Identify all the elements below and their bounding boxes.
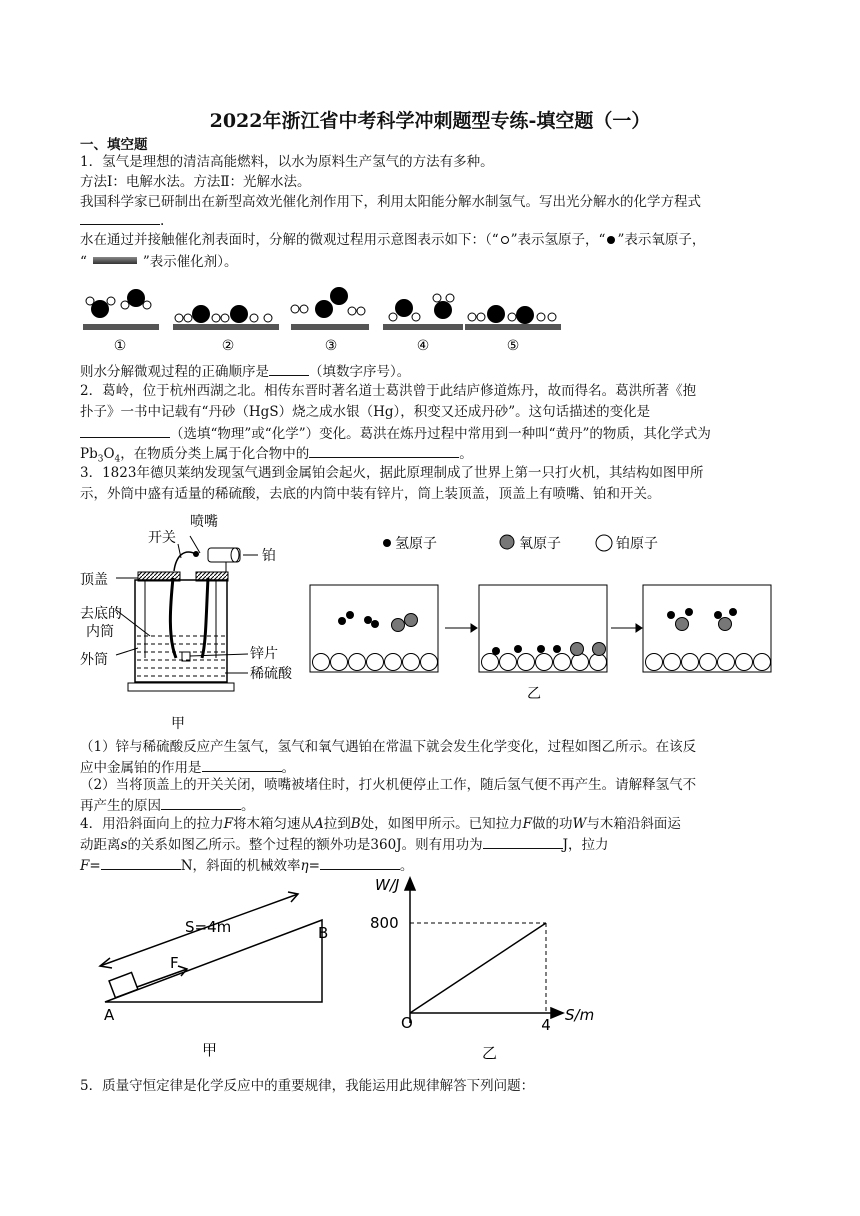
x-tick-4: 4 xyxy=(541,1016,551,1034)
q1-line3: 我国科学家已研制出在新型高效光催化剂作用下，利用太阳能分解水制氢气。写出光分解水的化学方程式 xyxy=(80,194,701,210)
q4-force-blank[interactable] xyxy=(101,855,181,870)
q1-line2: 方法Ⅰ：电解水法。方法Ⅱ：光解水法。 xyxy=(80,174,311,190)
q3-role-blank[interactable] xyxy=(202,757,282,772)
q1-line1: 1．氢气是理想的清洁高能燃料，以水为原料生产氢气的方法有多种。 xyxy=(80,154,494,170)
q5-line1: 5．质量守恒定律是化学反应中的重要规律，我能运用此规律解答下列问题： xyxy=(80,1078,535,1094)
q1-order-line: 则水分解微观过程的正确顺序是 （填数字序号）。 xyxy=(80,361,410,382)
zinc-label: 锌片 xyxy=(250,646,278,662)
panel-5 xyxy=(465,306,561,331)
water-decomposition-diagram xyxy=(78,282,568,356)
acid-label: 稀硫酸 xyxy=(250,666,292,682)
label-2: ② xyxy=(221,338,235,354)
point-a-label: A xyxy=(104,1006,115,1024)
legend-platinum: 铂原子 xyxy=(616,536,658,552)
q3-line1: 3．1823年德贝莱纳发现氢气遇到金属铂会起火，据此原理制成了世界上第一只打火机，其结构如图甲所 xyxy=(80,465,704,481)
q2-line4: $Pb_3O_4$，在物质分类上属于化合物中的 。 xyxy=(80,443,473,470)
lighter-diagram xyxy=(78,508,308,734)
hydrogen-atom-icon xyxy=(499,233,511,245)
q2-line2: 扑子》一书中记载有“丹砂（HgS）烧之成水银（Hg），积变又还成丹砂”。这句话描述的变化是 xyxy=(80,404,651,420)
legend-hydrogen: 氢原子 xyxy=(395,536,437,552)
caption-jia: 甲 xyxy=(171,716,185,732)
inner-label-2: 内筒 xyxy=(86,624,114,640)
q1-order-blank[interactable] xyxy=(269,361,309,376)
work-line xyxy=(410,923,546,1013)
q1-line5: 水在通过并接触催化剂表面时，分解的微观过程用示意图表示如下：（“ ”表示氢原子，“ ”表示氧原子， xyxy=(80,232,706,248)
legend-oxygen: 氧原子 xyxy=(519,536,561,552)
panel-2 xyxy=(173,306,279,331)
q4-line2: 动距离s的关系如图乙所示。整个过程的额外功是360J。则有用功为 J，拉力 xyxy=(80,834,609,855)
origin-label: O xyxy=(401,1014,413,1032)
q2-line1: 2．葛岭，位于杭州西湖之北。相传东晋时著名道士葛洪曾于此结庐修道炼丹，故而得名。葛洪所著《抱 xyxy=(80,383,697,399)
label-1: ① xyxy=(113,338,127,354)
panel-3 xyxy=(291,288,369,331)
incline-diagram xyxy=(90,880,350,1060)
section-heading: 一、填空题 xyxy=(80,137,148,153)
q2-class-blank[interactable] xyxy=(309,443,459,458)
caption-yi: 乙 xyxy=(527,686,541,702)
panel-4 xyxy=(383,294,463,330)
point-b-label: B xyxy=(318,924,329,942)
nozzle-label: 喷嘴 xyxy=(190,514,218,530)
panel-1 xyxy=(83,290,159,331)
platinum-label: 铂 xyxy=(262,548,276,564)
q3-part2-line2: 再产生的原因 。 xyxy=(80,795,255,816)
label-3: ③ xyxy=(324,338,338,354)
q2-line3: （选填“物理”或“化学”）变化。葛洪在炼丹过程中常用到一种叫“黄丹”的物质，其化学式为 xyxy=(80,423,711,444)
force-label: F xyxy=(170,954,179,972)
q4-useful-work-blank[interactable] xyxy=(483,834,563,849)
q4-line1: 4．用沿斜面向上的拉力F将木箱匀速从A拉到B处，如图甲所示。已知拉力F做的功W与木箱沿斜面运 xyxy=(80,816,681,832)
oxygen-atom-icon xyxy=(605,233,617,245)
caption-jia-4: 甲 xyxy=(202,1041,218,1059)
q1-line6: “ ”表示催化剂）。 xyxy=(80,254,238,270)
y-tick-800: 800 xyxy=(370,914,399,932)
work-distance-chart xyxy=(360,868,605,1068)
y-axis-label: W/J xyxy=(375,876,400,894)
q3-part1-line1: （1）锌与稀硫酸反应产生氢气，氢气和氧气遇铂在常温下就会发生化学变化，过程如图乙所示。在该反 xyxy=(80,739,697,755)
page-title: 2022年浙江省中考科学冲刺题型专练-填空题（一） xyxy=(209,110,651,132)
lid-label: 顶盖 xyxy=(80,572,108,588)
q3-reason-blank[interactable] xyxy=(161,795,241,810)
q3-line2: 示，外筒中盛有适量的稀硫酸，去底的内筒中装有锌片，筒上装顶盖，顶盖上有喷嘴、铂和开关。 xyxy=(80,486,661,502)
x-axis-label: S/m xyxy=(565,1006,595,1024)
q3-part2-line1: （2）当将顶盖上的开关关闭，喷嘴被堵住时，打火机便停止工作，随后氢气便不再产生。请解释氢气不 xyxy=(80,777,697,793)
switch-label: 开关 xyxy=(148,530,176,546)
label-4: ④ xyxy=(416,338,430,354)
q1-equation-blank[interactable] xyxy=(80,210,160,225)
incline-length-label: S=4m xyxy=(185,918,232,936)
label-5: ⑤ xyxy=(506,338,520,354)
catalyst-icon xyxy=(93,257,137,264)
q3-part1-line2: 应中金属铂的作用是 。 xyxy=(80,757,295,778)
outer-label: 外筒 xyxy=(80,652,108,668)
q1-line4: . xyxy=(80,210,164,231)
q2-change-blank[interactable] xyxy=(80,423,170,438)
q4-line3: F= N，斜面的机械效率η= 。 xyxy=(80,855,413,876)
inner-label-1: 去底的 xyxy=(80,606,122,622)
platinum-reaction-diagram xyxy=(305,525,780,710)
caption-yi-4: 乙 xyxy=(482,1044,498,1062)
